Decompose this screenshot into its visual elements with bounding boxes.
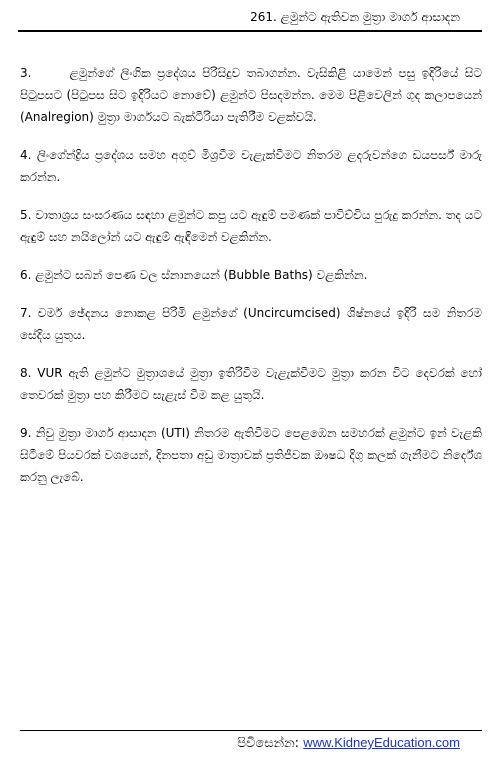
item-number: 7. — [20, 306, 32, 320]
item-number: 3. — [20, 66, 32, 80]
list-item-7 — [20, 302, 482, 346]
footer-divider — [20, 730, 482, 731]
list-item-6 — [20, 264, 482, 286]
header-divider — [18, 30, 482, 32]
item-text: ළමුන්ගේ ලිංගික ප්‍රදේශය පිරිසිදුව තබාගන්න. වැසිකිළි යාමෙන් පසු ඉදිරියේ සිට පිටුපසට (පිටුපස සිට ඉදිරියට නොවේ) ළමුන්ට පිසදමන්න. මෙම පිළිවෙලින් ගුද කලාපයෙන් (Analregion) මුත්‍රා මාර්ගයට බැක්ටීරියා පැතිරීම වළක්වයි. — [20, 66, 482, 124]
item-number: 4. — [20, 148, 32, 162]
page-footer — [0, 735, 460, 751]
item-number: 6. — [20, 268, 32, 282]
item-text: නිවු මුත්‍රා මාර්ග ආසාදන (UTI) නිතරම ඇතිවීමට පෙළඹෙන සමහරක් ළමුන්ට ඉන් වැළකි සිටීමේ පියවරක් වශයෙන්, දිනපතා අඩු මාත්‍රාවක් ප්‍රතිජීවක ඖෂධ දිගු කලක් ගැනීමට නිර්දේශ කරනු ලැබේ. — [20, 426, 482, 484]
list-item-4 — [20, 144, 482, 188]
list-item-8 — [20, 362, 482, 406]
footer-label: පිවිසෙන්න: — [237, 736, 300, 751]
item-text: චර්ම ඡේදනය නොකළ පිරිමි ළමුන්ගේ (Uncircumcised) ශිෂ්නයේ ඉදිරි සම නිතරම සේදිය යුතුය. — [20, 306, 482, 342]
list-item-3 — [20, 62, 482, 128]
list-item-5 — [20, 204, 482, 248]
item-text: වාතාශ්‍රය සංසරණය සඳහා ළමුන්ට කපු යට ඇඳුම් පමණක් පාවිච්චිය පුරුදු කරන්න. තද යට ඇඳුම් සහ නයිලෝන් යට ඇඳුම් ඇඳීමෙන් වළකින්න. — [20, 208, 482, 244]
page-header: 261. ළමුන්ට ඇතිවන මුත්‍රා මාර්ග ආසාදන — [250, 10, 460, 24]
item-number: 5. — [20, 208, 32, 222]
item-text: ලිංගේන්ද්‍රිය ප්‍රදේශය සමහ අගුව් මිශ්‍රවීම වැළැක්වීමට නිතරම ළදරුවන්ගෙ ඩයපර්ස් මාරු කරන්න. — [20, 148, 482, 184]
item-text: VUR ඇති ළමුන්ට මුත්‍රාශයේ මුත්‍රා ඉතිරිවීම වැළැක්වීමට මුත්‍රා කරන විට දෙවරක් හෝ තෙවරක් මුත්‍රා පහ කිරීමට සැළැස් වීම කළ යුතුයි. — [20, 366, 482, 402]
item-number: 8. — [20, 366, 32, 380]
website-link[interactable]: www.KidneyEducation.com — [303, 735, 460, 750]
item-number: 9. — [20, 426, 32, 440]
content-area — [20, 62, 482, 504]
item-text: ළමුන්ට සබන් පෙණ වල ස්නානයෙන් (Bubble Baths) වළකින්න. — [35, 268, 368, 282]
list-item-9 — [20, 422, 482, 488]
